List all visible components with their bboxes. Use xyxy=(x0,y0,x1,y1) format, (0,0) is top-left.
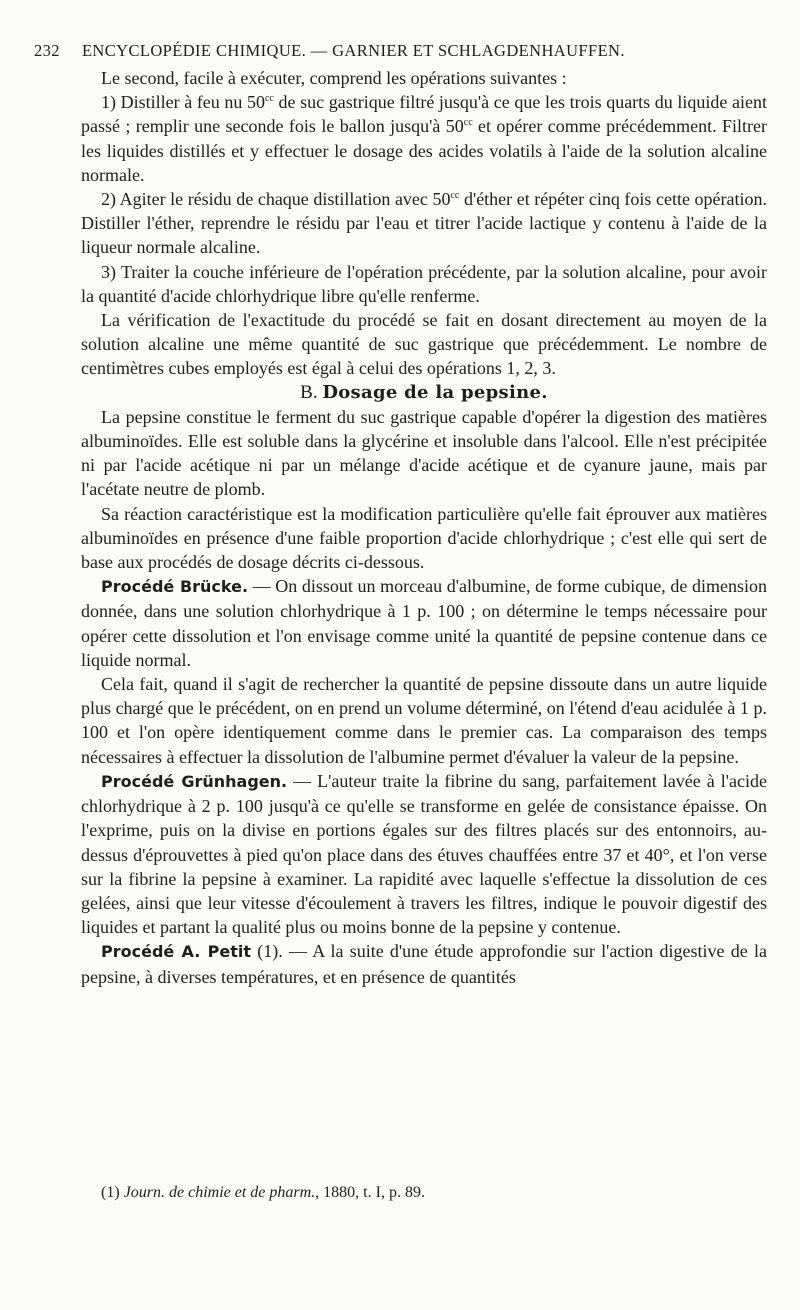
paragraph-text: 1) Distiller à feu nu 50 xyxy=(101,92,266,113)
running-header xyxy=(34,41,774,61)
paragraph-text: et opérer comme précédemment. Filtrer les liquides distillés et y effectuer le dosage des acides volatils à l'aide de la solution alcaline normale. xyxy=(81,116,768,185)
paragraph-text: Sa réaction caractéristique est la modification particulière qu'elle fait éprouver aux matières albuminoïdes en présence d'une faible proportion d'acide chlorhydrique ; c'est elle qui sert de base aux procédés de dosage décrits ci-dessous. xyxy=(81,503,767,573)
superscript: cc xyxy=(463,117,473,129)
section-number: B. xyxy=(300,381,318,403)
paragraph-lead: Procédé A. Petit xyxy=(101,942,251,962)
paragraph-text: 2) Agiter le résidu de chaque distillation avec 50 xyxy=(101,189,451,210)
paragraph-petit xyxy=(81,939,767,988)
paragraph-text: — On dissout un morceau d'albumine, de forme cubique, de dimension donnée, dans une solution chlorhydrique à 1 p. 100 ; on détermine le temps nécessaire pour opérer cette dissolution et l'on envisage comme unité la quantité de pepsine contenue dans ce liquide normal. xyxy=(81,576,767,670)
paragraph-brucke xyxy=(81,574,767,672)
paragraph-step-1 xyxy=(81,90,767,187)
paragraph xyxy=(81,308,767,381)
paragraph-lead: Procédé Grünhagen. xyxy=(101,771,288,791)
paragraph-step-2 xyxy=(81,187,767,260)
paragraph-text: d'éther et répéter cinq fois cette opération. Distiller l'éther, reprendre le résidu par l'eau et titrer l'acide lactique y contenu à l'aide de la liqueur normale alcaline. xyxy=(81,189,767,258)
footnote xyxy=(101,1184,761,1202)
paragraph-grunhagen xyxy=(81,769,767,939)
paragraph-text: La vérification de l'exactitude du procédé se fait en dosant directement au moyen de la solution alcaline une même quantité de suc gastrique que précédemment. Le nombre de centimètres cubes employés est égal à celui des opérations 1, 2, 3. xyxy=(81,310,767,379)
paragraph-text: La pepsine constitue le ferment du suc gastrique capable d'opérer la digestion des matières albuminoïdes. Elle est soluble dans la glycérine et insoluble dans l'alcool. Elle n'est précipitée ni par l'acide acétique ni par un mélange d'acide acétique et de cyanure jaune, mais par l'acétate neutre de plomb. xyxy=(81,406,767,500)
paragraph-text: Cela fait, quand il s'agit de rechercher la quantité de pepsine dissoute dans un autre liquide plus chargé que le précédent, on en prend un volume déterminé, on l'étend d'eau acidulée à 1 p. 100 et l'on opère identiquement comme dans le premier cas. La comparaison des temps nécessaires à effectuer la dissolution de l'albumine permet d'évaluer la valeur de la pepsine. xyxy=(81,674,767,767)
paragraph xyxy=(81,502,767,575)
paragraph xyxy=(81,66,767,90)
paragraph-text: de suc gastrique filtré jusqu'à ce que les trois quarts du liquide aient passé ; remplir une seconde fois le ballon jusqu'à 50 xyxy=(81,92,767,137)
footnote-marker: (1) xyxy=(101,1184,120,1201)
running-title: ENCYCLOPÉDIE CHIMIQUE. — GARNIER ET SCHLAGDENHAUFFEN. xyxy=(81,41,625,60)
page-number: 232 xyxy=(34,41,60,60)
section-title: Dosage de la pepsine. xyxy=(322,381,548,403)
paragraph-text: — L'auteur traite la fibrine du sang, parfaitement lavée à l'acide chlorhydrique à 2 p. 100 jusqu'à ce qu'elle se transforme en gelée de consistance épaisse. On l'exprime, puis on la divise en portions égales sur des filtres placés sur des entonnoirs, au-dessus d'éprouvettes à pied qu'on place dans des étuves chauffées entre 37 et 40°, et l'on verse sur la fibrine la pepsine à examiner. La rapidité avec laquelle s'effectue la dissolution de ces gelées, ainsi que leur vitesse d'écoulement à travers les filtres, indique le pouvoir digestif des liquides et partant la qualité plus ou moins bonne de la pepsine y contenue. xyxy=(81,770,767,938)
paragraph-text: Le second, facile à exécuter, comprend les opérations suivantes : xyxy=(101,68,567,88)
footnote-details: , 1880, t. I, p. 89. xyxy=(315,1184,425,1201)
paragraph xyxy=(81,405,767,502)
paragraph-text: 3) Traiter la couche inférieure de l'opération précédente, par la solution alcaline, pour avoir la quantité d'acide chlorhydrique libre qu'elle renferme. xyxy=(81,261,767,306)
paragraph-text: (1). — A la suite d'une étude approfondie sur l'action digestive de la pepsine, à diverses températures, et en présence de quantités xyxy=(81,941,767,987)
footnote-source: Journ. de chimie et de pharm. xyxy=(123,1184,316,1201)
paragraph-lead: Procédé Brücke. xyxy=(101,577,249,597)
page-body xyxy=(81,66,767,989)
superscript: cc xyxy=(265,93,274,105)
superscript: cc xyxy=(450,190,460,202)
section-heading xyxy=(81,381,767,405)
paragraph xyxy=(81,672,767,769)
paragraph-step-3 xyxy=(81,260,767,308)
